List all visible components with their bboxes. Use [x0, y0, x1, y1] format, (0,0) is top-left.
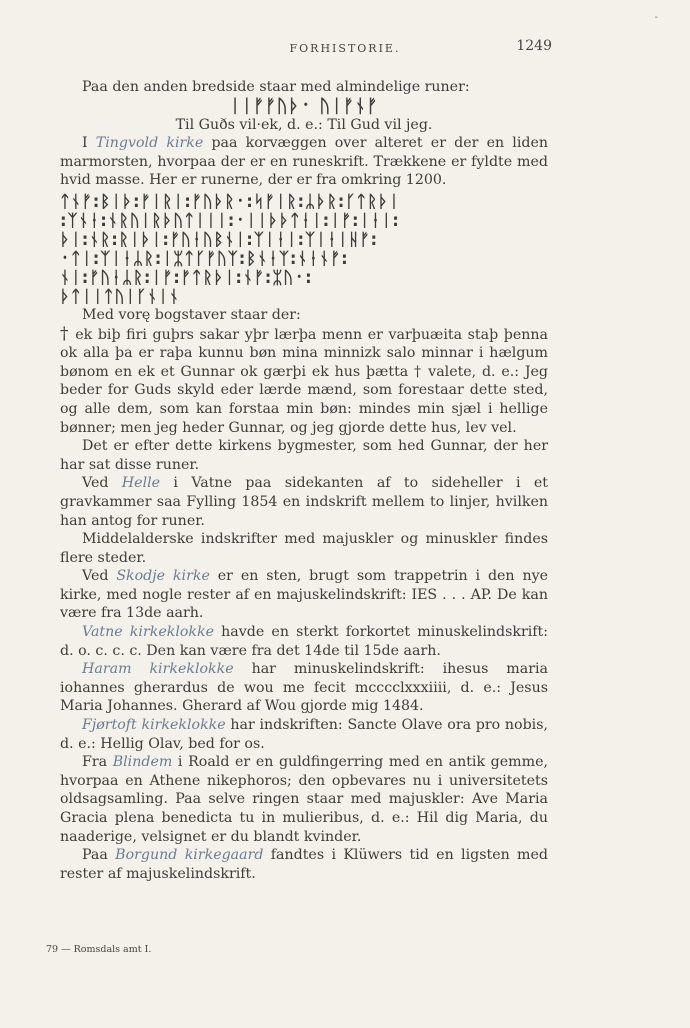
paragraph-borgund	[60, 846, 548, 883]
rune-line: :ᛉᚾᚽ:ᚾᚱᚢᛁᚱᚦᚢᛏᛁᛁᛁ:᛫ᛁᛁᚦᚦᛏᚽᛁ:ᛁᚠ:ᛁᚽᛁ:	[60, 210, 400, 230]
rune-translation-short: Til Guðs vil·ek, d. e.: Til Gud vil jeg.	[175, 116, 433, 133]
text-run: Fra	[82, 754, 113, 771]
paragraph-fjortoft-bell	[60, 716, 548, 753]
paragraph-medieval: Middelalderske indskrifter med majuskler og minuskler findes flere steder.	[60, 531, 548, 566]
place-name-helle: Helle	[121, 475, 161, 492]
text-run: Paa	[82, 847, 116, 864]
paragraph-gunnar: Det er efter dette kirkens bygmester, som hed Gunnar, der her har sat disse runer.	[60, 438, 548, 473]
text-run: paa korvæggen over alteret er der en liden marmorsten, hvorpaa der er en runeskrift. Trækkene er fyldte med hvid masse. Her er runerne, der er fra omkring 1200.	[60, 135, 548, 189]
text-run: har indskriften: Sancte Olave ora pro nobis, d. e.: Hellig Olav, bed for os.	[60, 717, 549, 752]
rune-line: ᛫ᛏᛁ:ᛉᛁᚽᛦᚱ:ᛁᛯᛏᚴᚠᚢᛉ:ᛒᚾᚽᛉ:ᚾᚽᚾᚠ:	[60, 248, 349, 268]
rune-inscription-block	[60, 192, 548, 306]
cross-symbol: †	[60, 323, 70, 344]
rune-inscription-short: ᛁᛁᚠᚠᚢᚦ᛫ ᚢᛁᚠᚾᚠ	[229, 95, 379, 117]
paragraph-vatne-bell	[60, 623, 548, 660]
paragraph-transliteration-intro: Med vorę bogstaver staar der:	[82, 306, 301, 323]
text-run: Ved	[82, 475, 122, 492]
text-run: havde en sterkt forkortet minuskelindskrift: d. o. c. c. c. Den kan være fra det 14de til 15de aarh.	[60, 624, 549, 659]
place-name-blindem: Blindem	[112, 754, 173, 771]
paragraph-blindem	[60, 753, 548, 846]
paragraph-intro: Paa den anden bredside staar med almindelige runer:	[82, 79, 470, 95]
text-run: har minuskelindskrift: ihesus maria iohannes gherardus de wou me fecit mcccclxxxiiii, d. e.: Jesus Maria Johannes. Gherard af Wou gjorde mig 1484.	[60, 661, 548, 715]
place-name-tingvold: Tingvold kirke	[95, 135, 204, 152]
page-body	[60, 78, 548, 883]
paragraph-haram-bell	[60, 660, 548, 716]
text-run: Ved	[82, 568, 117, 585]
text-run: ek biþ firi guþrs sakar yþr lærþa menn er varþuæita staþ þenna ok alla þa er raþa kunnu bøn mina minnizk salo minnar i hælgum bønom en ek et Gunnar ok gærþi ek hus þætta † valete, d. e.: Jeg beder for Guds skyld eder lærde mænd, som forestaar dette sted, og alle dem, som kan forstaa min bøn: mindes min sjæl i hellige bønner; men jeg heder Gunnar, og jeg gjorde dette hus, lev vel.	[60, 326, 549, 436]
running-header: FORHISTORIE.	[289, 42, 401, 55]
paragraph-helle	[60, 474, 548, 530]
text-run: I	[82, 135, 96, 152]
text-run: er en sten, brugt som trappetrin i den nye kirke, med nogle rester af en majuskelindskrift: IES . . . AP. De kan være fra 13de aarh.	[60, 568, 549, 622]
paragraph-transliteration	[60, 325, 548, 438]
rune-line: ᚾᛁ:ᚠᚢᚽᛦᚱ:ᛁᚠ:ᚠᛏᚱᚦᛁ:ᚾᚠ:ᛯᚢ᛫:	[60, 267, 313, 287]
paragraph-skodje	[60, 567, 548, 623]
rune-line: ᛏᚾᚠ:ᛒᛁᚦ:ᚠᛁᚱᛁ:ᚠᚢᚦᚱ᛫:ᛋᚠᛁᚱ:ᛦᚦᚱ:ᚴᛏᚱᚦᛁ	[60, 191, 400, 211]
printer-signature: 79 — Romsdals amt I.	[46, 944, 152, 955]
text-run: fandtes i Klüwers tid en ligsten med rester af majuskelindskrift.	[60, 847, 548, 882]
corner-mark: -	[654, 12, 658, 23]
place-name-skodje: Skodje kirke	[116, 568, 210, 585]
page-number: 1249	[516, 38, 552, 54]
text-run: i Vatne paa sidekanten af to sideheller i et gravkammer saa Fylling 1854 en indskrift mellem to linjer, hvilken han antog for runer.	[60, 475, 548, 529]
rune-line: ᚦᛁ:ᚾᚱ:ᚱᛁᚦᛁ:ᚠᚢᚽᚢᛒᚾᛁ:ᛉᛁᚽᛁ:ᛉᛁᚽᛁᚺᚠ:	[60, 229, 379, 249]
place-name-fjortoft: Fjørtoft kirkeklokke	[82, 717, 226, 734]
text-run: i Roald er en guldfingerring med en antik gemme, hvorpaa en Athene nikephoros; den opbevares nu i universitetets oldsagsamling. Paa selve ringen staar med majuskler: Ave Maria Gracia plena benedicta tu in mulieribus, d. e.: Hil dig Maria, du naaderige, velsignet er du blandt kvinder.	[60, 754, 548, 845]
place-name-haram: Haram kirkeklokke	[82, 661, 234, 678]
paragraph-tingvold	[60, 134, 548, 190]
rune-line: ᚦᛏᛁᛁᛏᚢᛁᚴᚾᛁᚾ	[60, 286, 180, 306]
place-name-borgund: Borgund kirkegaard	[115, 847, 264, 864]
place-name-vatne: Vatne kirkeklokke	[82, 624, 214, 641]
